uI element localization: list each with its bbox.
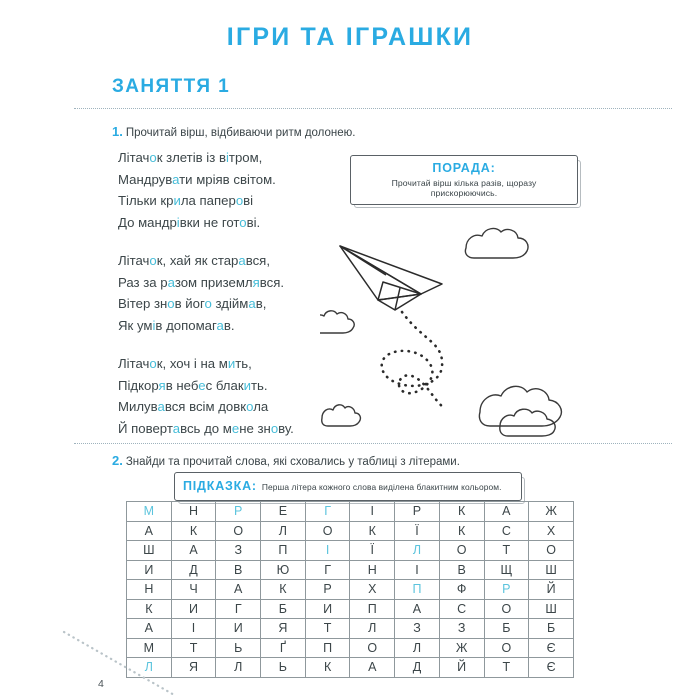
poem-highlight-letter: я (252, 274, 260, 290)
poem-highlight-letter: о (204, 296, 212, 311)
letter-cell[interactable]: Ь (216, 638, 261, 658)
poem-text-fragment: Тільки кр (118, 193, 174, 208)
letter-cell[interactable]: Б (261, 599, 306, 619)
letter-cell[interactable]: Ґ (261, 638, 306, 658)
poem-highlight-letter: е (231, 420, 240, 436)
letter-cell[interactable]: Х (350, 580, 395, 600)
letter-grid-body (127, 502, 574, 678)
dotted-flight-trail (382, 312, 444, 408)
poem-text-fragment: в, (255, 296, 267, 311)
letter-cell[interactable]: Л (395, 638, 440, 658)
letter-cell[interactable]: Б (529, 619, 574, 639)
poem-highlight-letter: о (246, 399, 254, 414)
letter-cell[interactable]: Ї (350, 541, 395, 561)
poem-text-fragment: ві (243, 193, 254, 208)
letter-cell[interactable]: Ї (395, 521, 440, 541)
section-divider-bottom (74, 443, 672, 445)
poem-text-fragment: к, хоч і на м (156, 356, 228, 371)
letter-cell[interactable]: И (216, 619, 261, 639)
poem-highlight-letter: а (172, 420, 181, 436)
callout-porada-body: Прочитай вірш кілька разів, щоразу прискорюючись. (391, 178, 537, 198)
letter-cell[interactable]: Я (171, 658, 216, 678)
letter-cell[interactable]: К (261, 580, 306, 600)
poem-text-fragment: вся всім довк (164, 399, 247, 414)
section-divider-top (74, 108, 672, 110)
poem-text-fragment: До мандр (118, 214, 177, 230)
letter-cell[interactable]: Ж (529, 502, 574, 522)
cloud-bottom-right-2-icon (500, 409, 555, 436)
letter-cell[interactable]: Ь (261, 658, 306, 678)
letter-cell[interactable]: О (529, 541, 574, 561)
cloud-top-right-icon (465, 229, 528, 258)
poem-text-fragment: ву. (278, 420, 294, 436)
letter-grid[interactable] (126, 501, 574, 678)
poem-highlight-letter: і (152, 317, 156, 333)
poem-text-fragment: ть, (235, 356, 252, 371)
poem-text-fragment: здійм (211, 296, 249, 311)
letter-cell[interactable]: А (171, 541, 216, 561)
task-1 (112, 124, 355, 141)
letter-cell[interactable]: Д (395, 658, 440, 678)
letter-grid-row (127, 560, 574, 580)
letter-cell[interactable]: О (484, 599, 529, 619)
poem-text-fragment: всь до м (180, 420, 232, 436)
letter-cell[interactable]: Й (439, 658, 484, 678)
callout-pidkazka-body: Перша літера кожного слова виділена блакитним кольором. (261, 482, 502, 492)
letter-cell[interactable]: Ж (439, 638, 484, 658)
task-2-number: 2. (112, 453, 123, 468)
letter-cell[interactable]: П (350, 599, 395, 619)
letter-cell[interactable]: О (484, 638, 529, 658)
letter-cell[interactable]: А (350, 658, 395, 678)
callout-porada (350, 155, 578, 205)
letter-cell[interactable]: А (127, 521, 172, 541)
lesson-heading: ЗАНЯТТЯ 1 (112, 76, 231, 97)
letter-cell[interactable]: К (350, 521, 395, 541)
letter-cell[interactable]: К (439, 521, 484, 541)
letter-grid-row (127, 541, 574, 561)
letter-cell[interactable]: И (171, 599, 216, 619)
task-2-text: Знайди та прочитай слова, які сховались у таблиці з літерами. (125, 456, 460, 468)
letter-cell[interactable]: О (439, 541, 484, 561)
poem-text-fragment: с блак (205, 377, 244, 393)
poem-highlight-letter: о (270, 420, 279, 436)
letter-cell[interactable]: К (171, 521, 216, 541)
letter-cell[interactable]: Л (261, 521, 306, 541)
letter-cell[interactable]: М (127, 638, 172, 658)
letter-cell[interactable]: Т (171, 638, 216, 658)
poem-stanza (118, 147, 294, 233)
letter-cell[interactable]: К (439, 502, 484, 522)
poem-highlight-letter: о (149, 356, 157, 371)
poem-text-fragment: ві. (246, 214, 261, 230)
letter-cell[interactable]: Л (216, 658, 261, 678)
poem-highlight-letter: а (248, 296, 256, 311)
letter-cell[interactable]: Х (529, 521, 574, 541)
poem-highlight-letter: і (225, 150, 229, 165)
letter-cell[interactable]: А (484, 502, 529, 522)
poem-highlight-letter: и (173, 193, 181, 208)
letter-cell[interactable]: І (395, 560, 440, 580)
poem-highlight-letter: о (149, 150, 157, 165)
cloud-mid-left-icon (320, 311, 354, 333)
letter-cell[interactable]: А (127, 619, 172, 639)
poem-highlight-letter: о (235, 193, 244, 208)
letter-cell[interactable]: І (171, 619, 216, 639)
letter-cell[interactable]: Й (529, 580, 574, 600)
letter-cell[interactable]: И (305, 599, 350, 619)
letter-grid-row (127, 580, 574, 600)
poem-text-fragment: в допомаг (155, 317, 217, 333)
letter-cell[interactable]: Ш (127, 541, 172, 561)
poem-text-fragment: зом приземл (174, 274, 253, 290)
poem-highlight-letter: е (198, 377, 206, 393)
letter-cell[interactable]: Д (171, 560, 216, 580)
letter-cell[interactable]: Б (484, 619, 529, 639)
poem-highlight-letter: я (158, 377, 166, 393)
letter-cell-highlighted[interactable]: Р (216, 502, 261, 522)
letter-cell[interactable]: П (261, 541, 306, 561)
letter-cell-highlighted[interactable]: Л (127, 658, 172, 678)
poem-text-fragment: не зн (239, 420, 271, 436)
page-corner-fold (60, 630, 180, 700)
poem-text-fragment: Раз за р (118, 274, 168, 290)
poem-text-fragment: ти мріяв світом. (179, 171, 276, 187)
letter-cell-highlighted[interactable]: Л (395, 541, 440, 561)
poem-stanza (118, 353, 294, 439)
page-title: ІГРИ ТА ІГРАШКИ (226, 23, 474, 51)
letter-cell[interactable]: К (127, 599, 172, 619)
poem-text-fragment: Вітер зн (118, 296, 168, 311)
poem-text-fragment: ть. (251, 377, 268, 393)
poem-text-fragment: ла (253, 399, 269, 414)
letter-cell[interactable]: Ф (439, 580, 484, 600)
poem-stanza (118, 250, 294, 336)
letter-cell[interactable]: О (305, 521, 350, 541)
letter-cell[interactable]: Р (395, 502, 440, 522)
task-1-text: Прочитай вірш, відбиваючи ритм долонею. (125, 127, 356, 139)
poem-text-fragment: Літач (118, 150, 150, 165)
poem-highlight-letter: а (172, 171, 180, 187)
poem-highlight-letter: о (239, 214, 247, 230)
letter-cell[interactable]: Ш (529, 599, 574, 619)
letter-cell[interactable]: И (127, 560, 172, 580)
letter-cell[interactable]: Н (350, 560, 395, 580)
poem-text-fragment: Літач (118, 253, 150, 268)
page-number: 4 (98, 678, 104, 690)
letter-cell-highlighted[interactable]: П (395, 580, 440, 600)
letter-cell[interactable]: Р (305, 580, 350, 600)
poem-line (118, 315, 294, 337)
letter-cell[interactable]: В (216, 560, 261, 580)
poem-text-fragment: Як ум (118, 317, 153, 333)
poem-text-fragment: к злетів із в (156, 150, 226, 165)
poem-line (118, 212, 294, 234)
letter-grid-row (127, 619, 574, 639)
letter-cell[interactable]: А (395, 599, 440, 619)
letter-cell[interactable]: З (395, 619, 440, 639)
letter-grid-row (127, 502, 574, 522)
poem-text-fragment: Підкор (118, 377, 159, 393)
letter-cell[interactable]: З (216, 541, 261, 561)
poem-line (118, 418, 294, 440)
poem-highlight-letter: а (167, 274, 175, 290)
letter-cell-highlighted[interactable]: Р (484, 580, 529, 600)
letter-cell[interactable]: Г (305, 560, 350, 580)
poem-text-fragment: в йог (174, 296, 205, 311)
letter-grid-row (127, 599, 574, 619)
letter-cell[interactable]: Я (261, 619, 306, 639)
letter-cell[interactable]: С (484, 521, 529, 541)
letter-cell-highlighted[interactable]: М (127, 502, 172, 522)
letter-cell[interactable]: О (216, 521, 261, 541)
letter-cell[interactable]: В (439, 560, 484, 580)
letter-cell[interactable]: Ч (171, 580, 216, 600)
poem-text (118, 147, 294, 439)
poem-text-fragment: к, хай як стар (156, 253, 239, 268)
letter-cell[interactable]: К (305, 658, 350, 678)
poem-text-fragment: вки не гот (179, 214, 240, 230)
letter-cell[interactable]: П (305, 638, 350, 658)
callout-porada-title: ПОРАДА: (432, 161, 496, 175)
letter-cell[interactable]: Л (350, 619, 395, 639)
letter-cell[interactable]: Ю (261, 560, 306, 580)
poem-text-fragment: ла папер (180, 193, 236, 208)
letter-cell[interactable]: Т (484, 541, 529, 561)
poem-highlight-letter: а (238, 253, 246, 268)
poem-highlight-letter: а (157, 399, 165, 414)
poem-text-fragment: тром, (228, 150, 263, 165)
poem-text-fragment: в неб (165, 377, 199, 393)
poem-highlight-letter: і (176, 214, 180, 230)
callout-pidkazka-title: ПІДКАЗКА: (183, 479, 257, 493)
poem-line (118, 190, 294, 212)
illustration-paper-airplane (320, 222, 600, 442)
poem-text-fragment: Милув (118, 399, 158, 414)
letter-cell[interactable]: Є (529, 638, 574, 658)
poem-highlight-letter: а (216, 317, 224, 333)
letter-cell-highlighted[interactable]: Г (305, 502, 350, 522)
letter-cell[interactable]: Щ (484, 560, 529, 580)
poem-highlight-letter: о (167, 296, 175, 311)
letter-grid-row (127, 658, 574, 678)
task-2 (112, 453, 460, 470)
poem-highlight-letter: и (227, 356, 236, 371)
letter-cell[interactable]: З (439, 619, 484, 639)
letter-cell[interactable]: Т (484, 658, 529, 678)
letter-cell[interactable]: Т (305, 619, 350, 639)
letter-cell[interactable]: С (439, 599, 484, 619)
letter-grid-row (127, 638, 574, 658)
poem-line (118, 375, 294, 397)
poem-text-fragment: в. (223, 317, 235, 333)
poem-highlight-letter: о (149, 253, 157, 268)
poem-text-fragment: вся, (245, 253, 270, 268)
letter-cell[interactable]: Ш (529, 560, 574, 580)
letter-cell[interactable]: І (350, 502, 395, 522)
letter-cell[interactable]: О (350, 638, 395, 658)
paper-airplane-icon (340, 246, 442, 310)
poem-line (118, 169, 294, 191)
callout-pidkazka (174, 472, 522, 501)
poem-text-fragment: Й поверт (118, 420, 173, 436)
letter-cell-highlighted[interactable]: І (305, 541, 350, 561)
poem-text-fragment: вся. (259, 274, 285, 290)
poem-text-fragment: Літач (118, 356, 150, 371)
task-1-number: 1. (112, 124, 123, 139)
letter-cell[interactable]: Г (216, 599, 261, 619)
letter-cell[interactable]: Є (529, 658, 574, 678)
letter-cell[interactable]: А (216, 580, 261, 600)
letter-cell[interactable]: Е (261, 502, 306, 522)
poem-line (118, 250, 294, 272)
poem-line (118, 396, 294, 418)
poem-line (118, 147, 294, 169)
letter-cell[interactable]: Н (171, 502, 216, 522)
cloud-bottom-left-icon (322, 405, 361, 426)
poem-line (118, 272, 294, 294)
poem-text-fragment: Мандрув (118, 171, 173, 187)
poem-line (118, 353, 294, 375)
letter-grid-row (127, 521, 574, 541)
letter-cell[interactable]: Н (127, 580, 172, 600)
poem-highlight-letter: и (243, 377, 251, 393)
poem-line (118, 293, 294, 315)
